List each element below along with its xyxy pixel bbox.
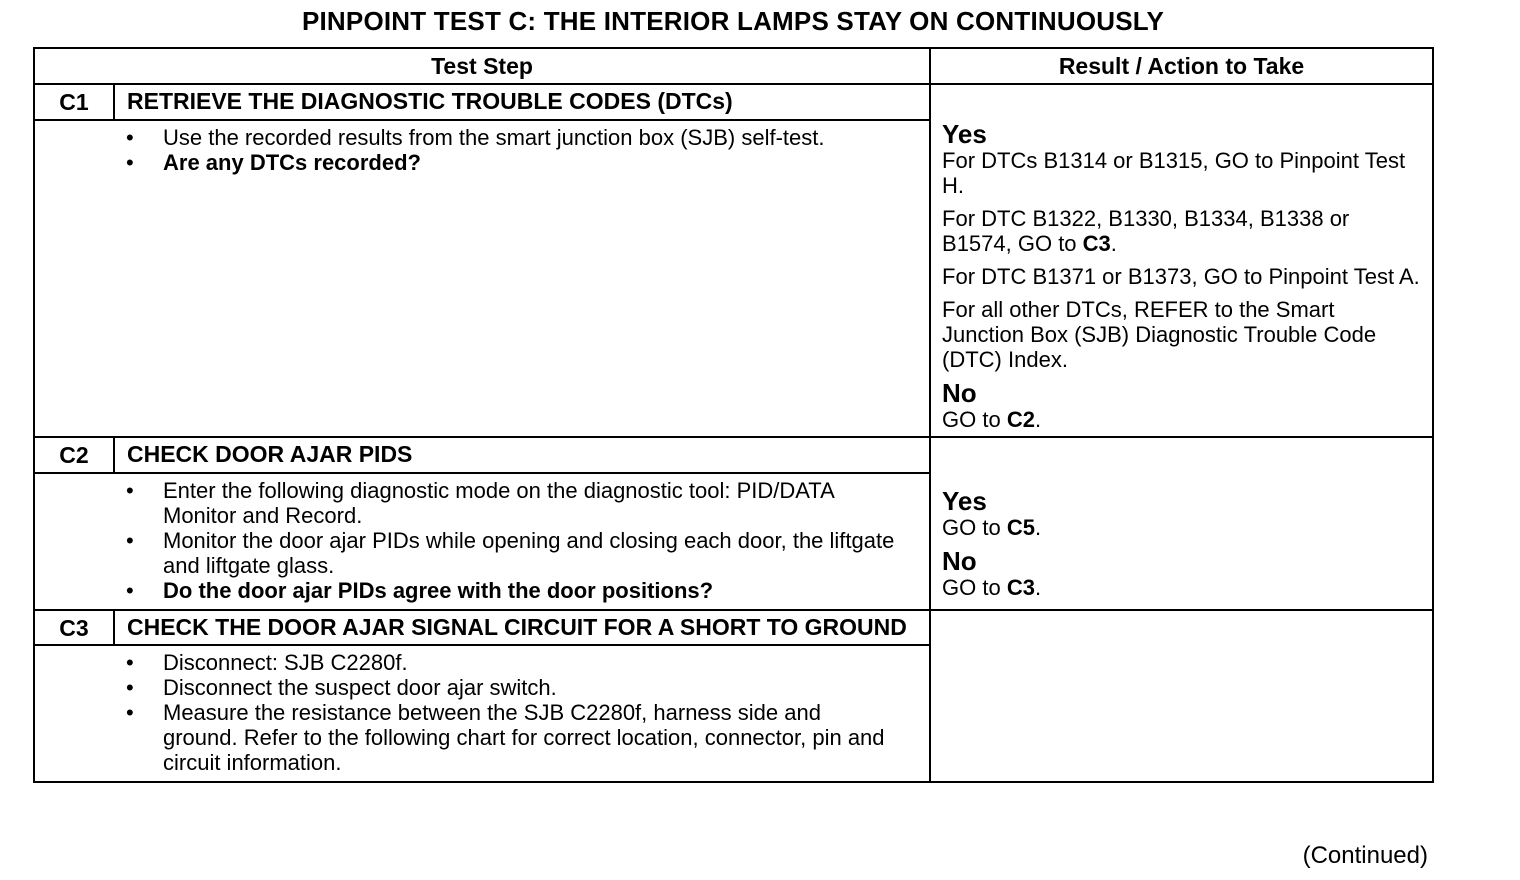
- result-text: GO to C5.: [942, 515, 1042, 540]
- step-id: C2: [34, 437, 114, 473]
- table-header-row: [34, 48, 1433, 84]
- list-item: • Do the door ajar PIDs agree with the door positions?: [126, 578, 714, 603]
- test-step-header: Test Step: [34, 48, 930, 84]
- list-item: • Monitor the door ajar PIDs while opening and closing each door, the liftgate and liftgate glass.: [126, 528, 895, 578]
- list-item: • Use the recorded results from the smart junction box (SJB) self-test.: [126, 125, 825, 150]
- result-cell: [930, 610, 1433, 782]
- step-reference: C5: [1006, 515, 1035, 540]
- result-text: For DTC B1322, B1330, B1334, B1338 or B1574, GO to C3.: [942, 206, 1350, 256]
- step-body: [114, 120, 930, 437]
- step-heading: CHECK THE DOOR AJAR SIGNAL CIRCUIT FOR A SHORT TO GROUND: [114, 610, 930, 645]
- bullet-icon: •: [126, 150, 134, 175]
- step-reference: C2: [1006, 407, 1035, 432]
- bullet-icon: •: [126, 528, 134, 553]
- result-text: For DTC B1371 or B1373, GO to Pinpoint Test A.: [942, 264, 1420, 289]
- list-item: • Disconnect: SJB C2280f.: [126, 650, 408, 675]
- yes-label: Yes: [942, 119, 987, 149]
- step-heading-row: [34, 84, 1433, 120]
- list-item: • Disconnect the suspect door ajar switch.: [126, 675, 557, 700]
- step-heading-row: [34, 437, 1433, 473]
- page-title: PINPOINT TEST C: THE INTERIOR LAMPS STAY ON CONTINUOUSLY: [301, 6, 1165, 36]
- list-item: • Enter the following diagnostic mode on the diagnostic tool: PID/DATA Monitor and Record.: [126, 478, 834, 528]
- step-id: C3: [34, 610, 114, 645]
- result-text: GO to C3.: [942, 575, 1042, 600]
- result-cell: [930, 437, 1433, 610]
- pinpoint-test-table: [33, 47, 1434, 783]
- bullet-icon: •: [126, 650, 134, 675]
- no-label: No: [942, 546, 977, 576]
- no-label: No: [942, 378, 977, 408]
- bullet-icon: •: [126, 578, 134, 603]
- result-cell: [930, 84, 1433, 437]
- result-text: GO to C2.: [942, 407, 1042, 432]
- bullet-icon: •: [126, 700, 134, 725]
- bullet-icon: •: [126, 125, 134, 150]
- step-heading-row: [34, 610, 1433, 645]
- continued-note: (Continued): [1302, 842, 1428, 869]
- bullet-icon: •: [126, 675, 134, 700]
- list-item: • Are any DTCs recorded?: [126, 150, 421, 175]
- result-action-header: Result / Action to Take: [930, 48, 1433, 84]
- step-reference: C3: [1082, 231, 1111, 256]
- step-body: [114, 645, 930, 782]
- step-heading: CHECK DOOR AJAR PIDS: [114, 437, 930, 473]
- result-text: For DTCs B1314 or B1315, GO to Pinpoint Test H.: [942, 148, 1406, 198]
- bullet-icon: •: [126, 478, 134, 503]
- step-body: [114, 473, 930, 610]
- yes-label: Yes: [942, 486, 987, 516]
- step-reference: C3: [1006, 575, 1035, 600]
- step-id: C1: [34, 84, 114, 120]
- list-item: • Measure the resistance between the SJB C2280f, harness side and ground. Refer to the following chart for correct location, connector, pin and circuit information.: [126, 700, 885, 775]
- step-heading: RETRIEVE THE DIAGNOSTIC TROUBLE CODES (DTCs): [114, 84, 930, 120]
- result-text: For all other DTCs, REFER to the Smart Junction Box (SJB) Diagnostic Trouble Code (DTC) Index.: [942, 297, 1377, 372]
